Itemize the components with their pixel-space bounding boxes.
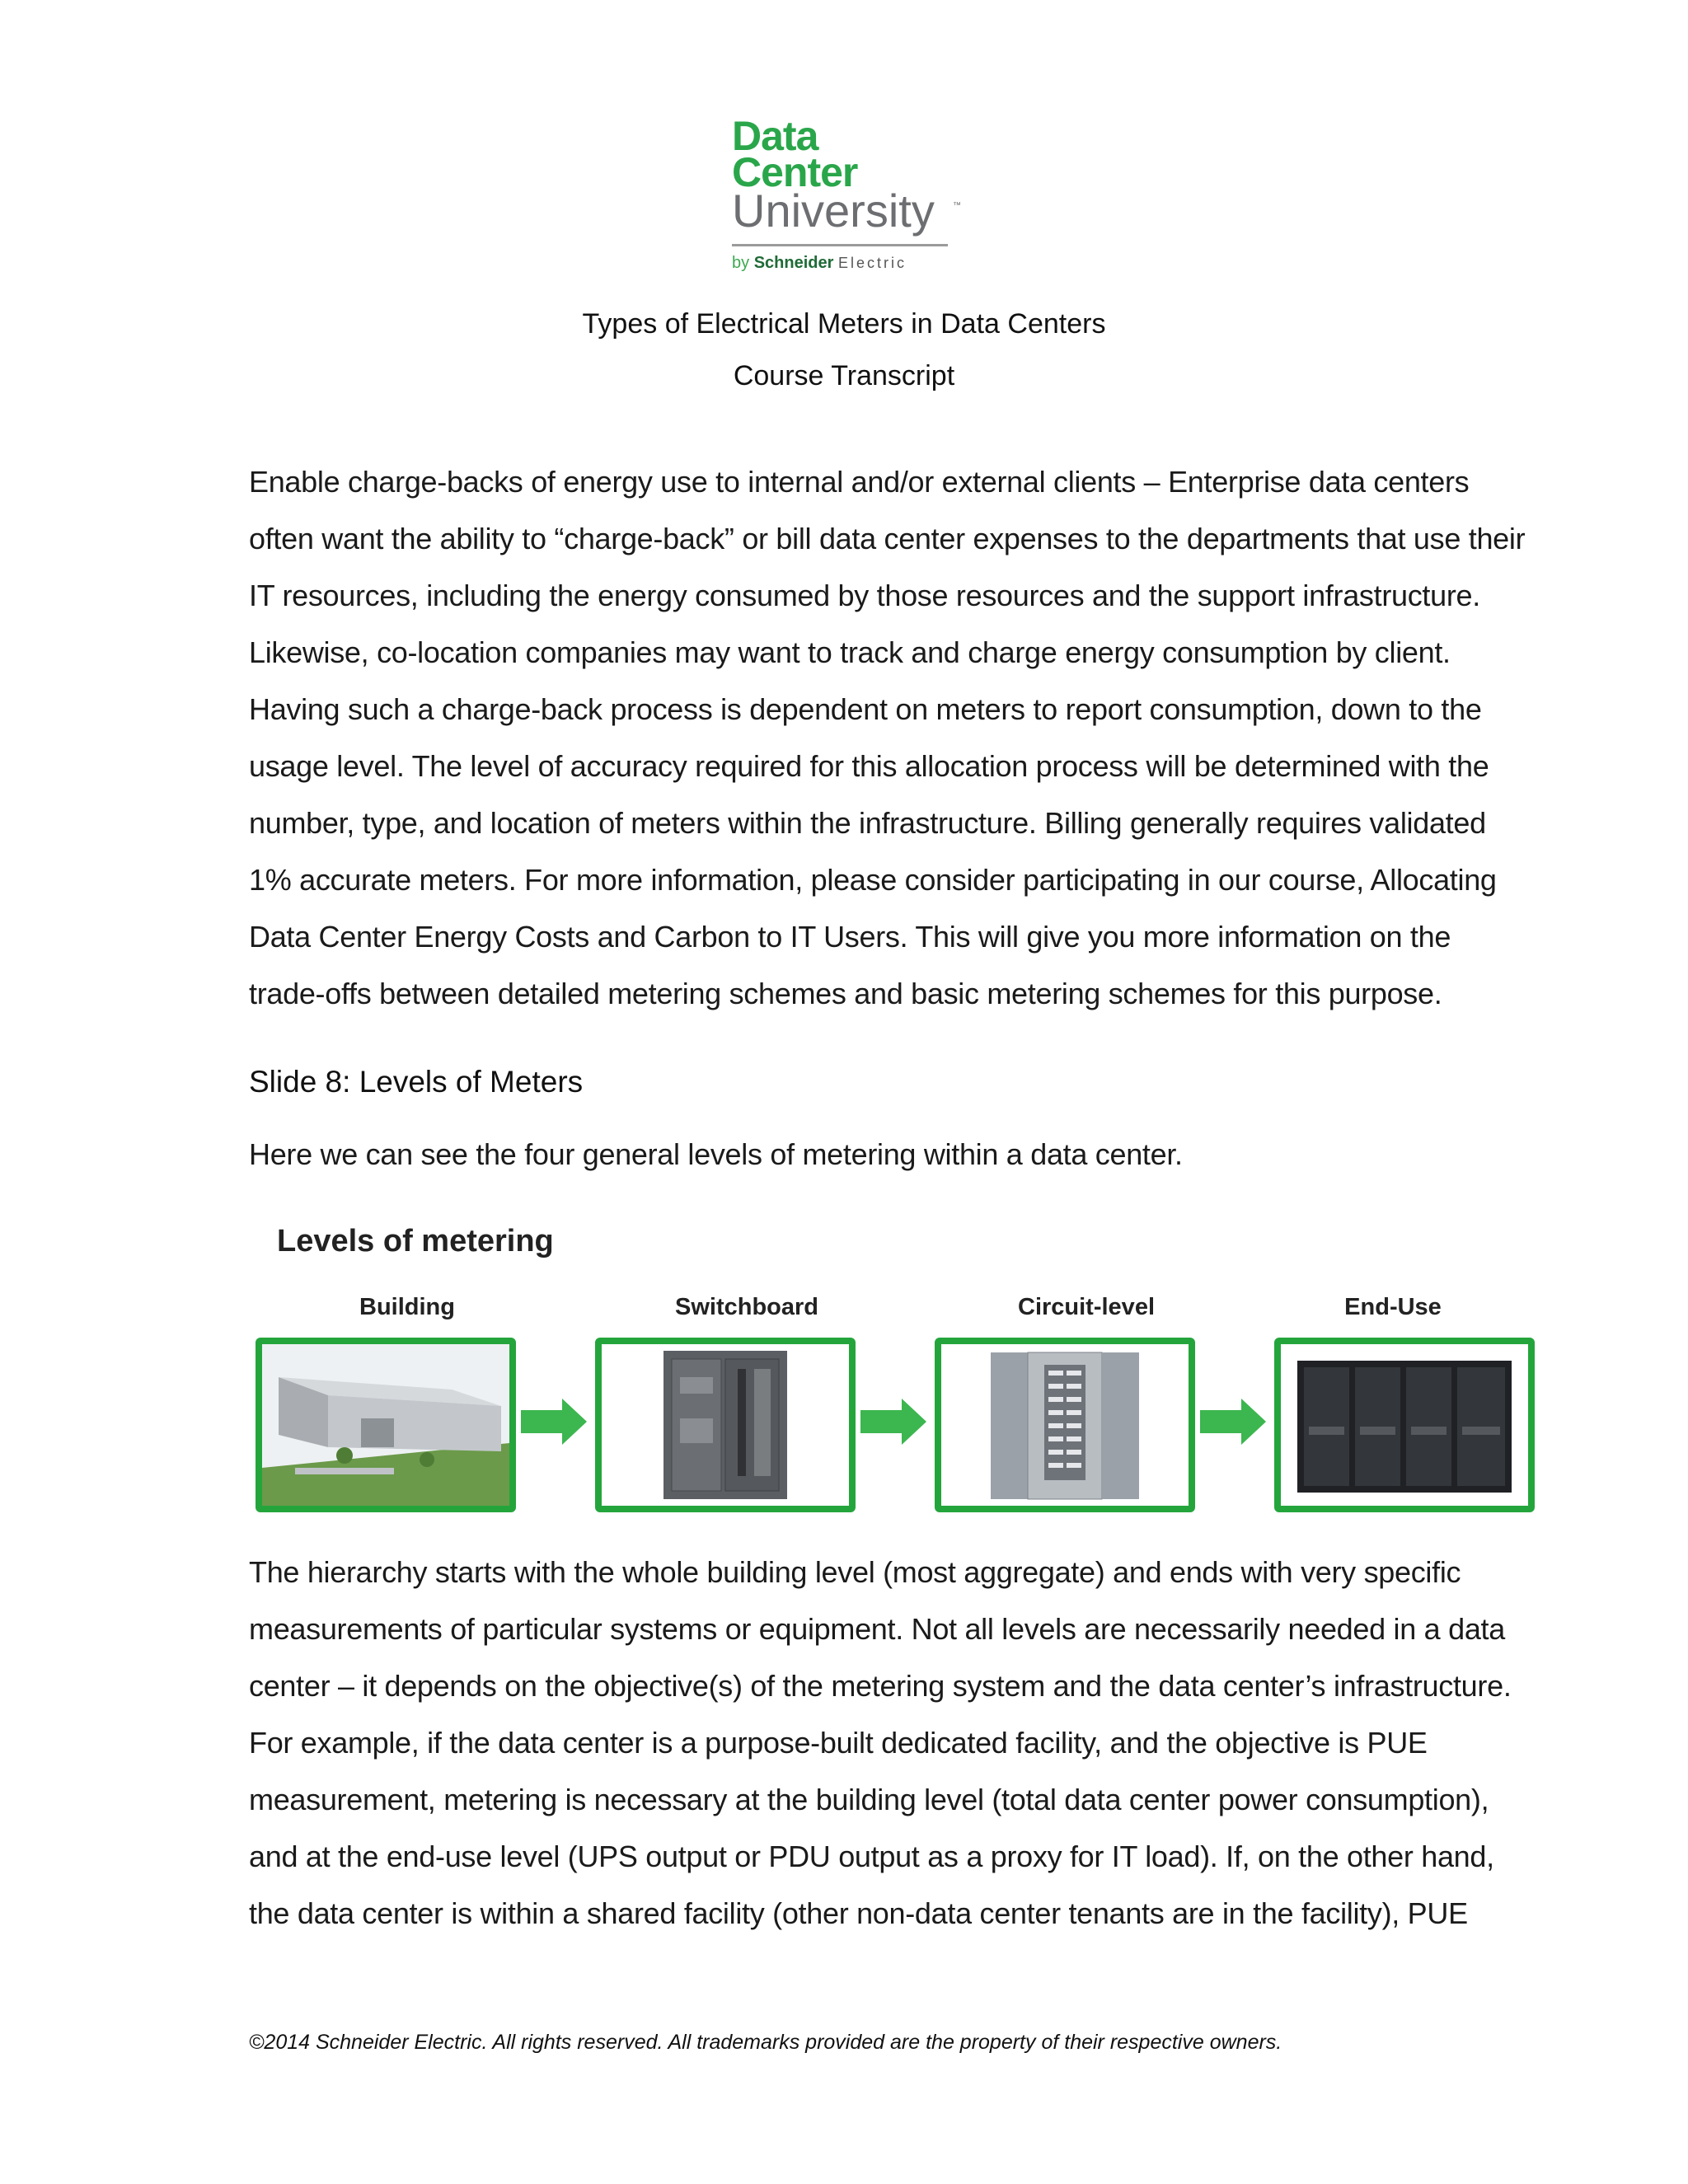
slide-heading: Slide 8: Levels of Meters xyxy=(249,1065,584,1099)
text-line: Data Center Energy Costs and Carbon to IT Users. This will give you more information on the xyxy=(249,920,1451,954)
logo-electric: Electric xyxy=(837,255,907,271)
document-subtitle: Course Transcript xyxy=(733,360,955,391)
arrow-right-icon xyxy=(860,1399,926,1445)
text-line: and at the end-use level (UPS output or PDU output as a proxy for IT load). If, on the other hand, xyxy=(249,1840,1494,1873)
text-line: Enable charge-backs of energy use to internal and/or external clients – Enterprise data centers xyxy=(249,465,1470,499)
logo-byline xyxy=(732,254,907,273)
intro-sentence: Here we can see the four general levels of metering within a data center. xyxy=(249,1137,1183,1171)
stage-label-end-use: End-Use xyxy=(1344,1294,1442,1320)
text-line: The hierarchy starts with the whole building level (most aggregate) and ends with very specific xyxy=(249,1555,1461,1589)
text-line: the data center is within a shared facility (other non-data center tenants are in the facility), PUE xyxy=(249,1896,1468,1930)
text-line: number, type, and location of meters within the infrastructure. Billing generally requires validated xyxy=(249,806,1486,840)
logo-trademark: ™ xyxy=(953,201,961,210)
levels-of-metering-figure xyxy=(249,1216,1535,1521)
logo-word-center: Center xyxy=(732,149,858,195)
data-center-university-logo xyxy=(732,115,979,280)
stage-label-building: Building xyxy=(359,1294,455,1320)
arrow-right-icon xyxy=(1200,1399,1266,1445)
copyright-footer: ©2014 Schneider Electric. All rights reserved. All trademarks provided are the property of their respective owners. xyxy=(249,2031,1282,2054)
text-line: For example, if the data center is a purpose-built dedicated facility, and the objective is PUE xyxy=(249,1726,1428,1760)
text-line: measurements of particular systems or equipment. Not all levels are necessarily needed in a data xyxy=(249,1612,1505,1646)
circuit-panel-image xyxy=(935,1338,1195,1512)
text-line: center – it depends on the objective(s) of the metering system and the data center’s infrastructure. xyxy=(249,1669,1512,1703)
figure-title: Levels of metering xyxy=(277,1224,554,1258)
paragraph-hierarchy xyxy=(249,1544,1512,1942)
text-line: often want the ability to “charge-back” or bill data center expenses to the departments that use their xyxy=(249,522,1526,555)
text-line: IT resources, including the energy consumed by those resources and the support infrastructure. xyxy=(249,579,1480,612)
logo-brand: Schneider xyxy=(753,254,834,272)
text-line: Likewise, co-location companies may want to track and charge energy consumption by client. xyxy=(249,635,1451,669)
logo-by: by xyxy=(732,254,750,272)
paragraph-charge-backs xyxy=(249,453,1526,1022)
stage-label-circuit-level: Circuit-level xyxy=(1018,1294,1155,1320)
logo-word-data: Data xyxy=(732,113,818,159)
arrow-right-icon xyxy=(521,1399,587,1445)
text-line: trade-offs between detailed metering schemes and basic metering schemes for this purpose. xyxy=(249,977,1442,1010)
logo-divider xyxy=(732,244,948,246)
logo-word-university: University xyxy=(732,185,935,237)
text-line: Having such a charge-back process is dependent on meters to report consumption, down to the xyxy=(249,692,1482,726)
document-title: Types of Electrical Meters in Data Centers xyxy=(582,308,1106,340)
text-line: measurement, metering is necessary at the building level (total data center power consumption), xyxy=(249,1783,1489,1816)
stage-label-switchboard: Switchboard xyxy=(674,1294,818,1320)
text-line: usage level. The level of accuracy required for this allocation process will be determined with the xyxy=(249,749,1489,783)
text-line: 1% accurate meters. For more information, please consider participating in our course, Allocating xyxy=(249,863,1497,897)
building-image xyxy=(256,1338,516,1512)
server-racks-image xyxy=(1274,1338,1535,1512)
switchboard-image xyxy=(595,1338,856,1512)
